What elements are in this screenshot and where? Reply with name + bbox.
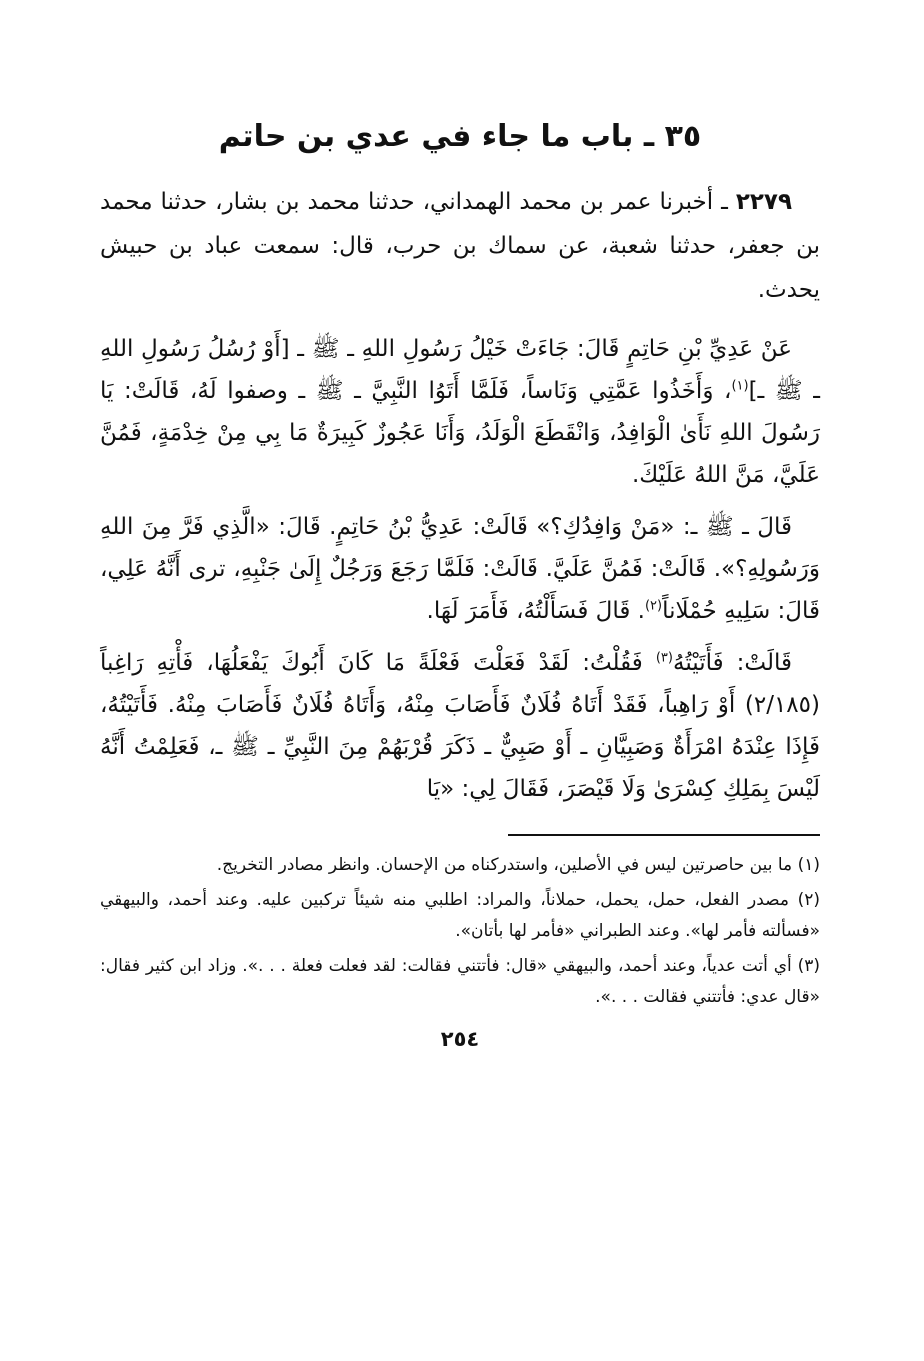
footnote-2: (٢) مصدر الفعل، حمل، يحمل، حملاناً، والمراد: اطلبي منه شيئاً تركبين عليه. وعند أحمد، والبيهقي «فسألته فأمر لها». وعند الطبراني «فأمر لها بأتان».	[100, 890, 820, 941]
footnote-ref: (١)	[731, 378, 749, 394]
footnote-divider	[508, 834, 820, 836]
footnote-ref: (٣)	[655, 650, 673, 666]
matn-paragraph-3	[100, 642, 820, 810]
matn-paragraph-2	[100, 506, 820, 632]
chapter-title: ٣٥ ـ باب ما جاء في عدي بن حاتم	[218, 119, 702, 154]
matn-paragraph-1	[100, 328, 820, 496]
footnote-ref: (٢)	[644, 598, 663, 614]
book-page	[100, 100, 820, 1300]
matn-text: فَقُلْتُ: لَقَدْ فَعَلْتَ فَعْلَةً مَا كَانَ أَبُوكَ يَفْعَلُهَا، فَأْتِهِ رَاغِباً (٢/١٨٥) أَوْ رَاهِباً، فَقَدْ أَتَاهُ فُلَانٌ فَأَصَابَ مِنْهُ، وَأَتَاهُ فُلَانٌ فَأَصَابَ مِنْهُ. فَأَتَيْتُهُ، فَإِذَا عِنْدَهُ امْرَأَةٌ وَصَبِيَّانِ ـ أَوْ صَبِيٌّ ـ ذَكَرَ قُرْبَهُمْ مِنَ النَّبِيِّ ـ ﷺ ـ، فَعَلِمْتُ أَنَّهُ لَيْسَ بِمَلِكِ كِسْرَىٰ وَلَا قَيْصَرَ، فَقَالَ لِي: «يَا	[100, 650, 820, 802]
matn-text: قَالَتْ: فَأَتَيْتُهُ	[672, 650, 792, 676]
footnote-divider-wrap	[100, 820, 820, 850]
footnote-1: (١) ما بين حاصرتين ليس في الأصلين، واستدركناه من الإحسان. وانظر مصادر التخريج.	[216, 855, 820, 875]
matn-text: عَنْ عَدِيِّ بْنِ حَاتِمٍ قَالَ: جَاءَتْ خَيْلُ رَسُولِ اللهِ ـ ﷺ ـ [أَوْ رُسُلُ رَسُولِ اللهِ ـ ﷺ ـ]	[100, 336, 820, 404]
page-number: ٢٥٤	[440, 1027, 480, 1051]
matn-text: قَالَ ـ ﷺ ـ: «مَنْ وَافِدُكِ؟» قَالَتْ: عَدِيُّ بْنُ حَاتِمٍ. قَالَ: «الَّذِي فَرَّ مِنَ اللهِ وَرَسُولِهِ؟». قَالَتْ: فَمُنَّ عَلَيَّ. قَالَتْ: فَلَمَّا رَجَعَ وَرَجُلٌ إِلَىٰ جَنْبِهِ، ترى أَنَّهُ عَلِي، قَالَ: سَلِيهِ حُمْلَاناً	[100, 514, 820, 624]
matn-text: . قَالَ فَسَأَلْتُهُ، فَأَمَرَ لَهَا.	[426, 598, 645, 624]
hadith-isnad	[100, 180, 820, 312]
hadith-number: ٢٢٧٩	[735, 189, 792, 215]
matn-text: ، وَأَخَذُوا عَمَّتِي وَنَاساً، فَلَمَّا أَتَوُا النَّبِيَّ ـ ﷺ ـ وصفوا لَهُ، قَالَتْ: يَا رَسُولَ اللهِ نَأَىٰ الْوَافِدُ، وَانْقَطَعَ الْوَلَدُ، وَأَنَا عَجُوزٌ كَبِيرَةٌ مَا بِي مِنْ خِدْمَةٍ، فَمُنَّ عَلَيَّ، مَنَّ اللهُ عَلَيْكَ.	[100, 378, 820, 488]
footnote-3: (٣) أي أتت عدياً، وعند أحمد، والبيهقي «قال: فأتتني فقالت: لقد فعلت فعلة . . .». وزاد ابن كثير فقال: «قال عدي: فأتتني فقالت . . .».	[100, 956, 820, 1007]
isnad-text: ـ أخبرنا عمر بن محمد الهمداني، حدثنا محمد بن بشار، حدثنا محمد بن جعفر، حدثنا شعبة، عن سماك بن حرب، قال: سمعت عباد بن حبيش يحدث.	[100, 189, 820, 303]
